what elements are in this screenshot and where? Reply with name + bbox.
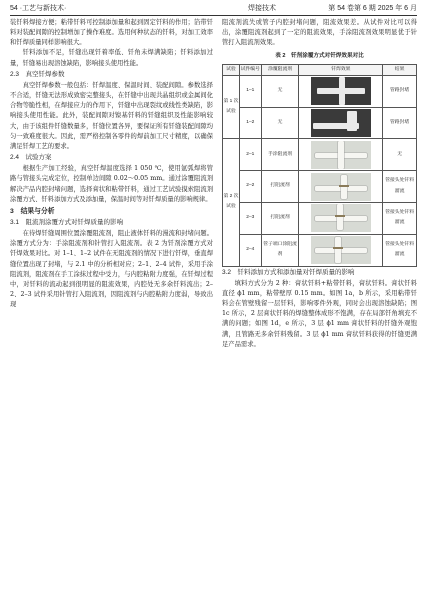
paragraph: 钎料添加不足，钎缝出现钎着率低、钎角未焊满缺陷；钎料添加过量，钎缝易出现溶蚀缺陷，影响接头使用性能。	[10, 49, 213, 67]
result-text: 管接头处钎料溜流	[383, 234, 417, 266]
result-text: 管路封堵	[383, 107, 417, 139]
paragraph: 阻流剂流失或管子内腔封堵问题，阻流效果差。从试件对比可以得出，涂覆阻流剂起到了一定的阻流效果，手涂阻流剂效果明显优于针管打入阻流剂效果。	[222, 19, 417, 47]
weld-photo	[299, 171, 383, 203]
specimen-id: 2–1	[239, 139, 261, 171]
table-row	[223, 107, 417, 139]
table-row	[223, 75, 417, 107]
coating-method: 手涂阻流剂	[261, 139, 299, 171]
left-column	[10, 18, 213, 310]
specimen-id: 2–4	[239, 234, 261, 266]
running-header	[10, 3, 417, 15]
weld-photo	[299, 139, 383, 171]
table-row	[223, 171, 417, 203]
header-issue: 第 54 卷第 6 期 2025 年 6 月	[328, 5, 417, 12]
section-heading-3-1: 3.1 阻流剂涂覆方式对钎焊质量的影响	[10, 218, 124, 226]
group-cell: 第 2 次试验	[223, 139, 240, 266]
right-column	[222, 18, 417, 350]
header-page-section: 54 ·工艺与新技术·	[10, 5, 67, 12]
table-row	[223, 139, 417, 171]
result-text: 管路封堵	[383, 75, 417, 107]
header-rule	[10, 15, 417, 16]
header-journal: 焊接技术	[248, 5, 276, 12]
comparison-table	[222, 64, 417, 267]
coating-method: 打阻流剂	[261, 202, 299, 234]
table-header: 涂覆阻流剂	[261, 64, 299, 75]
result-text: 管接头处钎料溜流	[383, 171, 417, 203]
specimen-id: 2–3	[239, 202, 261, 234]
table-header: 试验	[223, 64, 240, 75]
paragraph: 装钎料焊接方便；粘带钎料可控制添加量和起到固定钎料的作用；箔带钎料对装配间隙的控制增加了操作难度。选用何种状态的钎料，对加工效率和钎焊质量同样影响很大。	[10, 19, 213, 47]
section-heading-2-4: 2.4 试验方案	[10, 154, 52, 162]
paragraph: 根据生产加工经验，真空钎焊温度选择 1 050 ℃，使用氩弧焊将管路与管接头完成定位，控制单边间隙 0.02～0.05 mm。通过涂覆阻流剂解决产品内腔封堵问题，选择膏状和粘带钎料，通过工艺试验摸索阻流剂涂覆方式、钎料添加方式及添加量，保温时间等对钎焊质量的影响规律。	[10, 165, 213, 203]
result-text: 无	[383, 139, 417, 171]
coating-method: 无	[261, 75, 299, 107]
paragraph: 真空钎焊参数一般包括：钎焊温度、保温时间、装配间隙。参数选择不合适，钎缝无法形成致密完整接头，在钎缝中出现共晶组织或金属间化合物等脆性相，在焊接应力的作用下，钎缝中出现裂纹或线性类缺陷，影响接头使用性能。此外，装配间隙对镍基钎料的钎缝组织及性能影响较大，由于该组件钎缝数量多，钎缝位置各异，要保证所有钎缝装配间隙均匀一致难度很大。因此，需严格控制各零件的焊前加工尺寸精度，以确保满足钎焊工艺的要求。	[10, 81, 213, 150]
paragraph: 填料方式分为 2 种：膏状钎料+粘带钎料，膏状钎料。膏状钎料直径 ϕ1 mm，粘带壁厚 0.15 mm。如图 1a，b 所示，采用粘带钎料会在管壁残留一层钎料，影响零件外观，同时会出现溶蚀缺陷；图 1c 所示，2 层膏状钎料的焊缝整体成形不饱满，存在局部钎角填充不满的问题；如图 1d，e 所示，3 层 ϕ1 mm 膏状钎料的钎缝外观饱满，且管路无多余钎料残留。3 层 ϕ1 mm 膏状钎料获得的钎缝更满足产品需求。	[222, 279, 417, 348]
table-header-row	[223, 64, 417, 75]
result-text: 管接头处钎料溜流	[383, 202, 417, 234]
specimen-id: 1–2	[239, 107, 261, 139]
table-header: 结果	[383, 64, 417, 75]
weld-photo	[299, 75, 383, 107]
section-heading-3: 3 结果与分析	[10, 207, 55, 215]
table-header: 钎焊效果	[299, 64, 383, 75]
paragraph: 在待焊钎缝周围位置涂覆阻流剂，阻止液体钎料的漫流和封堵问题。涂覆方式分为：手涂阻流剂和针管打入阻流剂。表 2 为钎剂涂覆方式对钎焊效果对比。对 1–1、1–2 试件在无阻流剂的情况下进行钎焊，垂直焊缝位置出现了封堵，与 2.1 中的分析相对应；2–1、2–4 试件，采用手涂阻流剂，阻流剂在手工涂抹过程中受力，与内腔粘附力度强，在钎焊过程中，对钎料的流动起到很明显的阻流效果，内腔处无多余钎料流出；2–2、2–3 试件采用针管打入阻流剂，因阻流剂与内腔粘附力度弱，导致出现	[10, 230, 213, 309]
table-header: 试件编号	[239, 64, 261, 75]
table-caption: 表 2 钎剂涂覆方式对钎焊效果对比	[275, 53, 364, 60]
weld-photo	[299, 202, 383, 234]
weld-photo	[299, 234, 383, 266]
coating-method: 无	[261, 107, 299, 139]
specimen-id: 1–1	[239, 75, 261, 107]
section-heading-2-3: 2.3 真空钎焊参数	[10, 70, 65, 78]
table-row	[223, 202, 417, 234]
coating-method: 打阻流剂	[261, 171, 299, 203]
section-heading-3-2: 3.2 钎料添加方式和添加量对钎焊质量的影响	[222, 268, 355, 276]
weld-photo	[299, 107, 383, 139]
coating-method: 管子端口涂阻流剂	[261, 234, 299, 266]
group-cell: 第 1 次试验	[223, 75, 240, 139]
table-row	[223, 234, 417, 266]
specimen-id: 2–2	[239, 171, 261, 203]
